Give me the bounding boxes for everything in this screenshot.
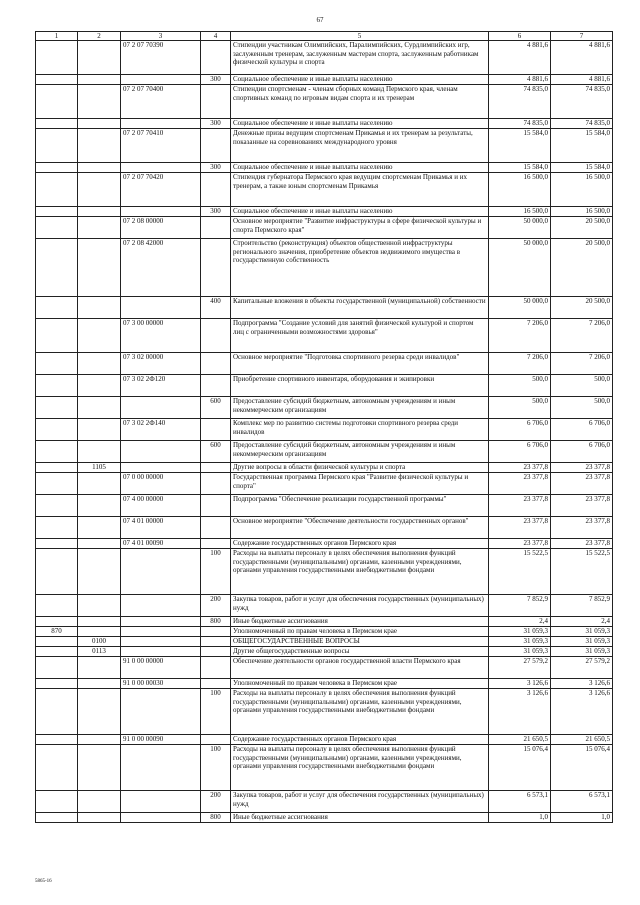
table-cell-c3: 07 4 01 00090: [121, 539, 201, 549]
table-cell-c7: 500,0: [551, 375, 613, 397]
table-row: [36, 495, 613, 517]
table-cell-c3: [121, 441, 201, 463]
table-cell-c5: Другие вопросы в области физической культуры и спорта: [231, 463, 489, 473]
column-header: 4: [201, 32, 231, 41]
column-header: 3: [121, 32, 201, 41]
table-cell-c1: [36, 517, 78, 539]
table-cell-c5: Предоставление субсидий бюджетным, автономным учреждениям и иным некоммерческим организациям: [231, 441, 489, 463]
table-row: [36, 75, 613, 85]
table-cell-c6: 23 377,8: [489, 473, 551, 495]
table-cell-c1: [36, 297, 78, 319]
table-cell-c3: [121, 647, 201, 657]
table-cell-c7: 15 584,0: [551, 163, 613, 173]
table-cell-c3: [121, 595, 201, 617]
table-cell-c6: 50 000,0: [489, 297, 551, 319]
table-cell-c4: [201, 735, 231, 745]
table-cell-c3: [121, 549, 201, 595]
table-cell-c5: Социальное обеспечение и иные выплаты населению: [231, 163, 489, 173]
table-cell-c6: 23 377,8: [489, 463, 551, 473]
table-cell-c7: 6 706,0: [551, 419, 613, 441]
table-cell-c5: ОБЩЕГОСУДАРСТВЕННЫЕ ВОПРОСЫ: [231, 637, 489, 647]
table-cell-c4: [201, 647, 231, 657]
table-cell-c1: [36, 813, 78, 823]
table-cell-c2: [78, 745, 121, 791]
table-row: [36, 657, 613, 679]
table-cell-c3: 91 0 00 00090: [121, 735, 201, 745]
table-cell-c4: 100: [201, 689, 231, 735]
table-cell-c1: [36, 617, 78, 627]
table-cell-c3: 07 2 07 70400: [121, 85, 201, 119]
table-cell-c3: 07 4 01 00000: [121, 517, 201, 539]
table-cell-c7: 15 584,0: [551, 129, 613, 163]
table-cell-c6: 3 126,6: [489, 679, 551, 689]
table-row: [36, 217, 613, 239]
table-row: [36, 595, 613, 617]
table-cell-c3: [121, 75, 201, 85]
table-row: [36, 85, 613, 119]
table-cell-c5: Приобретение спортивного инвентаря, оборудования и экипировки: [231, 375, 489, 397]
table-cell-c5: Социальное обеспечение и иные выплаты населению: [231, 75, 489, 85]
table-cell-c2: [78, 689, 121, 735]
table-cell-c3: 07 2 07 70420: [121, 173, 201, 207]
table-row: [36, 119, 613, 129]
table-cell-c2: [78, 627, 121, 637]
table-cell-c2: [78, 163, 121, 173]
table-row: [36, 735, 613, 745]
table-cell-c3: [121, 119, 201, 129]
table-row: [36, 689, 613, 735]
table-cell-c4: [201, 517, 231, 539]
table-cell-c7: 27 579,2: [551, 657, 613, 679]
table-cell-c7: 31 059,3: [551, 647, 613, 657]
table-cell-c7: 20 500,0: [551, 297, 613, 319]
table-row: [36, 239, 613, 297]
table-cell-c6: 23 377,8: [489, 517, 551, 539]
table-cell-c7: 6 706,0: [551, 441, 613, 463]
table-cell-c7: 23 377,8: [551, 517, 613, 539]
table-cell-c2: [78, 495, 121, 517]
table-cell-c6: 2,4: [489, 617, 551, 627]
column-header: 1: [36, 32, 78, 41]
table-cell-c3: 07 0 00 00000: [121, 473, 201, 495]
table-cell-c1: [36, 419, 78, 441]
table-cell-c6: 15 584,0: [489, 129, 551, 163]
table-cell-c5: Социальное обеспечение и иные выплаты населению: [231, 207, 489, 217]
table-cell-c1: [36, 217, 78, 239]
table-cell-c2: [78, 735, 121, 745]
table-header-row: [36, 32, 613, 41]
table-cell-c6: 7 206,0: [489, 319, 551, 353]
table-cell-c7: 23 377,8: [551, 495, 613, 517]
table-row: [36, 617, 613, 627]
table-cell-c1: [36, 173, 78, 207]
column-header: 7: [551, 32, 613, 41]
table-cell-c5: Расходы на выплаты персоналу в целях обеспечения выполнения функций государственными (муниципальными) органами, казенными учреждениями, органами управления государственными внебюджетными фондами: [231, 745, 489, 791]
table-cell-c4: 100: [201, 745, 231, 791]
table-cell-c5: Уполномоченный по правам человека в Пермском крае: [231, 627, 489, 637]
table-cell-c4: 600: [201, 397, 231, 419]
table-row: [36, 353, 613, 375]
table-cell-c1: 870: [36, 627, 78, 637]
table-cell-c4: [201, 85, 231, 119]
table-cell-c6: 6 706,0: [489, 441, 551, 463]
table-cell-c3: 91 0 00 00000: [121, 657, 201, 679]
table-cell-c4: 300: [201, 163, 231, 173]
table-cell-c2: 0100: [78, 637, 121, 647]
table-cell-c2: [78, 517, 121, 539]
table-cell-c6: 31 059,3: [489, 627, 551, 637]
table-cell-c1: [36, 647, 78, 657]
table-cell-c5: Обеспечение деятельности органов государственной власти Пермского края: [231, 657, 489, 679]
table-cell-c6: 23 377,8: [489, 539, 551, 549]
table-cell-c7: 21 650,5: [551, 735, 613, 745]
table-cell-c6: 6 706,0: [489, 419, 551, 441]
table-cell-c2: [78, 549, 121, 595]
table-cell-c5: Закупка товаров, работ и услуг для обеспечения государственных (муниципальных) нужд: [231, 791, 489, 813]
table-cell-c7: 23 377,8: [551, 539, 613, 549]
table-cell-c5: Подпрограмма "Обеспечение реализации государственной программы": [231, 495, 489, 517]
table-row: [36, 419, 613, 441]
table-cell-c3: [121, 297, 201, 319]
table-cell-c6: 74 835,0: [489, 85, 551, 119]
table-cell-c2: [78, 41, 121, 75]
table-cell-c7: 23 377,8: [551, 463, 613, 473]
table-cell-c4: [201, 41, 231, 75]
table-cell-c2: [78, 539, 121, 549]
table-cell-c4: [201, 627, 231, 637]
table-cell-c3: [121, 689, 201, 735]
table-cell-c3: [121, 791, 201, 813]
table-cell-c3: [121, 207, 201, 217]
table-row: [36, 549, 613, 595]
table-row: [36, 745, 613, 791]
table-cell-c7: 16 500,0: [551, 173, 613, 207]
table-cell-c3: [121, 627, 201, 637]
table-row: [36, 397, 613, 419]
table-cell-c7: 15 522,5: [551, 549, 613, 595]
table-cell-c7: 7 852,9: [551, 595, 613, 617]
table-cell-c7: 16 500,0: [551, 207, 613, 217]
table-cell-c6: 1,0: [489, 813, 551, 823]
table-cell-c1: [36, 463, 78, 473]
table-cell-c5: Расходы на выплаты персоналу в целях обеспечения выполнения функций государственными (муниципальными) органами, казенными учреждениями, органами управления государственными внебюджетными фондами: [231, 689, 489, 735]
table-cell-c1: [36, 239, 78, 297]
table-cell-c6: 6 573,1: [489, 791, 551, 813]
table-cell-c1: [36, 85, 78, 119]
table-cell-c7: 500,0: [551, 397, 613, 419]
table-row: [36, 517, 613, 539]
table-cell-c1: [36, 539, 78, 549]
table-cell-c7: 3 126,6: [551, 679, 613, 689]
column-header: 5: [231, 32, 489, 41]
table-row: [36, 539, 613, 549]
table-cell-c6: 4 881,6: [489, 75, 551, 85]
table-cell-c6: 3 126,6: [489, 689, 551, 735]
table-cell-c4: [201, 353, 231, 375]
table-row: [36, 463, 613, 473]
table-row: [36, 41, 613, 75]
table-cell-c3: 07 3 02 2Ф140: [121, 419, 201, 441]
table-cell-c4: [201, 495, 231, 517]
table-cell-c3: 91 0 00 00030: [121, 679, 201, 689]
table-cell-c7: 7 206,0: [551, 319, 613, 353]
table-cell-c6: 23 377,8: [489, 495, 551, 517]
table-row: [36, 163, 613, 173]
table-cell-c1: [36, 41, 78, 75]
table-cell-c5: Содержание государственных органов Пермского края: [231, 735, 489, 745]
table-cell-c2: [78, 441, 121, 463]
table-cell-c6: 16 500,0: [489, 173, 551, 207]
table-cell-c6: 16 500,0: [489, 207, 551, 217]
table-cell-c2: [78, 297, 121, 319]
table-cell-c6: 500,0: [489, 375, 551, 397]
table-cell-c6: 50 000,0: [489, 239, 551, 297]
table-cell-c3: [121, 813, 201, 823]
table-cell-c2: 1105: [78, 463, 121, 473]
table-cell-c7: 4 881,6: [551, 41, 613, 75]
table-row: [36, 637, 613, 647]
table-row: [36, 627, 613, 637]
table-cell-c2: [78, 319, 121, 353]
table-cell-c7: 1,0: [551, 813, 613, 823]
table-cell-c2: [78, 397, 121, 419]
column-header: 6: [489, 32, 551, 41]
budget-table: [35, 31, 613, 823]
table-cell-c6: 74 835,0: [489, 119, 551, 129]
table-cell-c4: 800: [201, 617, 231, 627]
table-cell-c6: 15 076,4: [489, 745, 551, 791]
table-cell-c3: [121, 463, 201, 473]
table-cell-c5: Другие общегосударственные вопросы: [231, 647, 489, 657]
table-cell-c7: 20 500,0: [551, 217, 613, 239]
table-cell-c3: 07 3 00 00000: [121, 319, 201, 353]
table-cell-c5: Уполномоченный по правам человека в Пермском крае: [231, 679, 489, 689]
table-cell-c5: Стипендии участникам Олимпийских, Паралимпийских, Сурдлимпийских игр, заслуженным тренерам, заслуженным мастерам спорта, заслуженным работникам физической культуры и спорта: [231, 41, 489, 75]
table-cell-c5: Расходы на выплаты персоналу в целях обеспечения выполнения функций государственными (муниципальными) органами, казенными учреждениями, органами управления государственными внебюджетными фондами: [231, 549, 489, 595]
table-cell-c5: Предоставление субсидий бюджетным, автономным учреждениям и иным некоммерческим организациям: [231, 397, 489, 419]
table-cell-c5: Денежные призы ведущим спортсменам Прикамья и их тренерам за результаты, показанные на соревнованиях международного уровня: [231, 129, 489, 163]
table-cell-c4: 200: [201, 595, 231, 617]
table-cell-c1: [36, 791, 78, 813]
table-cell-c1: [36, 689, 78, 735]
table-row: [36, 473, 613, 495]
table-cell-c4: [201, 319, 231, 353]
table-cell-c1: [36, 441, 78, 463]
table-cell-c4: [201, 419, 231, 441]
table-cell-c6: 21 650,5: [489, 735, 551, 745]
table-cell-c3: [121, 745, 201, 791]
table-cell-c5: Государственная программа Пермского края "Развитие физической культуры и спорта": [231, 473, 489, 495]
table-row: [36, 441, 613, 463]
footer-code: 5865-16: [35, 879, 52, 884]
table-cell-c7: 4 881,6: [551, 75, 613, 85]
table-cell-c4: [201, 539, 231, 549]
table-cell-c4: [201, 679, 231, 689]
table-cell-c6: 15 584,0: [489, 163, 551, 173]
table-cell-c4: 800: [201, 813, 231, 823]
table-cell-c2: [78, 617, 121, 627]
table-row: [36, 375, 613, 397]
table-cell-c2: [78, 375, 121, 397]
table-cell-c5: Основное мероприятие "Развитие инфраструктуры в сфере физической культуры и спорта Пермского края": [231, 217, 489, 239]
table-cell-c3: 07 4 00 00000: [121, 495, 201, 517]
table-cell-c7: 6 573,1: [551, 791, 613, 813]
table-cell-c3: 07 3 02 2Ф120: [121, 375, 201, 397]
table-cell-c5: Строительство (реконструкция) объектов общественной инфраструктуры регионального значения, приобретение объектов недвижимого имущества в государственную собственность: [231, 239, 489, 297]
table-row: [36, 297, 613, 319]
table-cell-c3: [121, 397, 201, 419]
page-number: 67: [316, 16, 324, 24]
table-cell-c3: 07 3 02 00000: [121, 353, 201, 375]
table-cell-c6: 7 206,0: [489, 353, 551, 375]
table-cell-c4: 300: [201, 119, 231, 129]
table-cell-c2: [78, 129, 121, 163]
table-row: [36, 813, 613, 823]
table-cell-c4: 100: [201, 549, 231, 595]
table-cell-c3: 07 2 08 00000: [121, 217, 201, 239]
table-cell-c2: [78, 239, 121, 297]
column-header: 2: [78, 32, 121, 41]
table-cell-c4: 600: [201, 441, 231, 463]
table-cell-c2: [78, 217, 121, 239]
table-cell-c1: [36, 657, 78, 679]
table-cell-c6: 4 881,6: [489, 41, 551, 75]
table-cell-c6: 27 579,2: [489, 657, 551, 679]
table-cell-c2: [78, 353, 121, 375]
table-body: [36, 41, 613, 823]
table-cell-c1: [36, 119, 78, 129]
table-cell-c1: [36, 75, 78, 85]
table-cell-c4: 200: [201, 791, 231, 813]
table-cell-c2: [78, 119, 121, 129]
table-cell-c1: [36, 473, 78, 495]
table-cell-c1: [36, 745, 78, 791]
table-cell-c4: [201, 473, 231, 495]
table-cell-c4: [201, 129, 231, 163]
table-cell-c5: Иные бюджетные ассигнования: [231, 617, 489, 627]
table-cell-c1: [36, 679, 78, 689]
table-cell-c4: [201, 217, 231, 239]
table-cell-c4: [201, 463, 231, 473]
table-cell-c5: Стипендия губернатора Пермского края ведущим спортсменам Прикамья и их тренерам, а также юным спортсменам Прикамья: [231, 173, 489, 207]
table-cell-c2: [78, 85, 121, 119]
table-cell-c6: 31 059,3: [489, 647, 551, 657]
table-cell-c7: 31 059,3: [551, 627, 613, 637]
table-cell-c2: [78, 473, 121, 495]
table-cell-c5: Подпрограмма "Создание условий для занятий физической культурой и спортом лиц с ограниченными возможностями здоровья": [231, 319, 489, 353]
table-cell-c7: 7 206,0: [551, 353, 613, 375]
table-cell-c1: [36, 207, 78, 217]
table-cell-c5: Содержание государственных органов Пермского края: [231, 539, 489, 549]
table-cell-c3: 07 2 07 70410: [121, 129, 201, 163]
table-cell-c2: [78, 679, 121, 689]
table-cell-c4: [201, 239, 231, 297]
table-cell-c1: [36, 319, 78, 353]
table-cell-c5: Основное мероприятие "Подготовка спортивного резерва среди инвалидов": [231, 353, 489, 375]
table-cell-c4: 300: [201, 75, 231, 85]
table-cell-c1: [36, 595, 78, 617]
table-cell-c1: [36, 735, 78, 745]
table-cell-c6: 7 852,9: [489, 595, 551, 617]
table-cell-c2: [78, 75, 121, 85]
table-cell-c2: [78, 813, 121, 823]
table-cell-c3: 07 2 08 42000: [121, 239, 201, 297]
table-cell-c1: [36, 163, 78, 173]
table-cell-c2: [78, 419, 121, 441]
table-cell-c4: [201, 375, 231, 397]
table-cell-c3: [121, 617, 201, 627]
table-cell-c2: [78, 657, 121, 679]
table-cell-c4: [201, 637, 231, 647]
table-cell-c6: 31 059,3: [489, 637, 551, 647]
table-row: [36, 791, 613, 813]
table-cell-c5: Комплекс мер по развитию системы подготовки спортивного резерва среди инвалидов: [231, 419, 489, 441]
table-cell-c2: [78, 207, 121, 217]
table-cell-c7: 31 059,3: [551, 637, 613, 647]
table-cell-c1: [36, 495, 78, 517]
table-cell-c7: 15 076,4: [551, 745, 613, 791]
table-row: [36, 129, 613, 163]
table-cell-c3: [121, 163, 201, 173]
table-cell-c1: [36, 549, 78, 595]
table-cell-c1: [36, 375, 78, 397]
table-cell-c7: 3 126,6: [551, 689, 613, 735]
table-row: [36, 679, 613, 689]
table-cell-c4: [201, 657, 231, 679]
table-cell-c5: Капитальные вложения в объекты государственной (муниципальной) собственности: [231, 297, 489, 319]
table-cell-c5: Иные бюджетные ассигнования: [231, 813, 489, 823]
table-cell-c2: [78, 791, 121, 813]
table-cell-c6: 50 000,0: [489, 217, 551, 239]
table-cell-c1: [36, 129, 78, 163]
table-cell-c5: Закупка товаров, работ и услуг для обеспечения государственных (муниципальных) нужд: [231, 595, 489, 617]
table-cell-c7: 20 500,0: [551, 239, 613, 297]
table-cell-c2: [78, 595, 121, 617]
table-cell-c3: 07 2 07 70390: [121, 41, 201, 75]
table-row: [36, 173, 613, 207]
table-cell-c6: 500,0: [489, 397, 551, 419]
table-cell-c7: 2,4: [551, 617, 613, 627]
table-cell-c5: Социальное обеспечение и иные выплаты населению: [231, 119, 489, 129]
table-row: [36, 647, 613, 657]
table-cell-c5: Стипендии спортсменам - членам сборных команд Пермского края, членам спортивных команд по игровым видам спорта и их тренерам: [231, 85, 489, 119]
table-cell-c7: 74 835,0: [551, 119, 613, 129]
table-cell-c5: Основное мероприятие "Обеспечение деятельности государственных органов": [231, 517, 489, 539]
table-row: [36, 319, 613, 353]
table-row: [36, 207, 613, 217]
table-cell-c2: 0113: [78, 647, 121, 657]
table-cell-c4: 300: [201, 207, 231, 217]
table-cell-c4: [201, 173, 231, 207]
table-cell-c7: 23 377,8: [551, 473, 613, 495]
table-cell-c1: [36, 397, 78, 419]
table-cell-c3: [121, 637, 201, 647]
table-cell-c4: 400: [201, 297, 231, 319]
table-cell-c6: 15 522,5: [489, 549, 551, 595]
table-cell-c1: [36, 637, 78, 647]
table-cell-c1: [36, 353, 78, 375]
table-cell-c2: [78, 173, 121, 207]
table-cell-c7: 74 835,0: [551, 85, 613, 119]
